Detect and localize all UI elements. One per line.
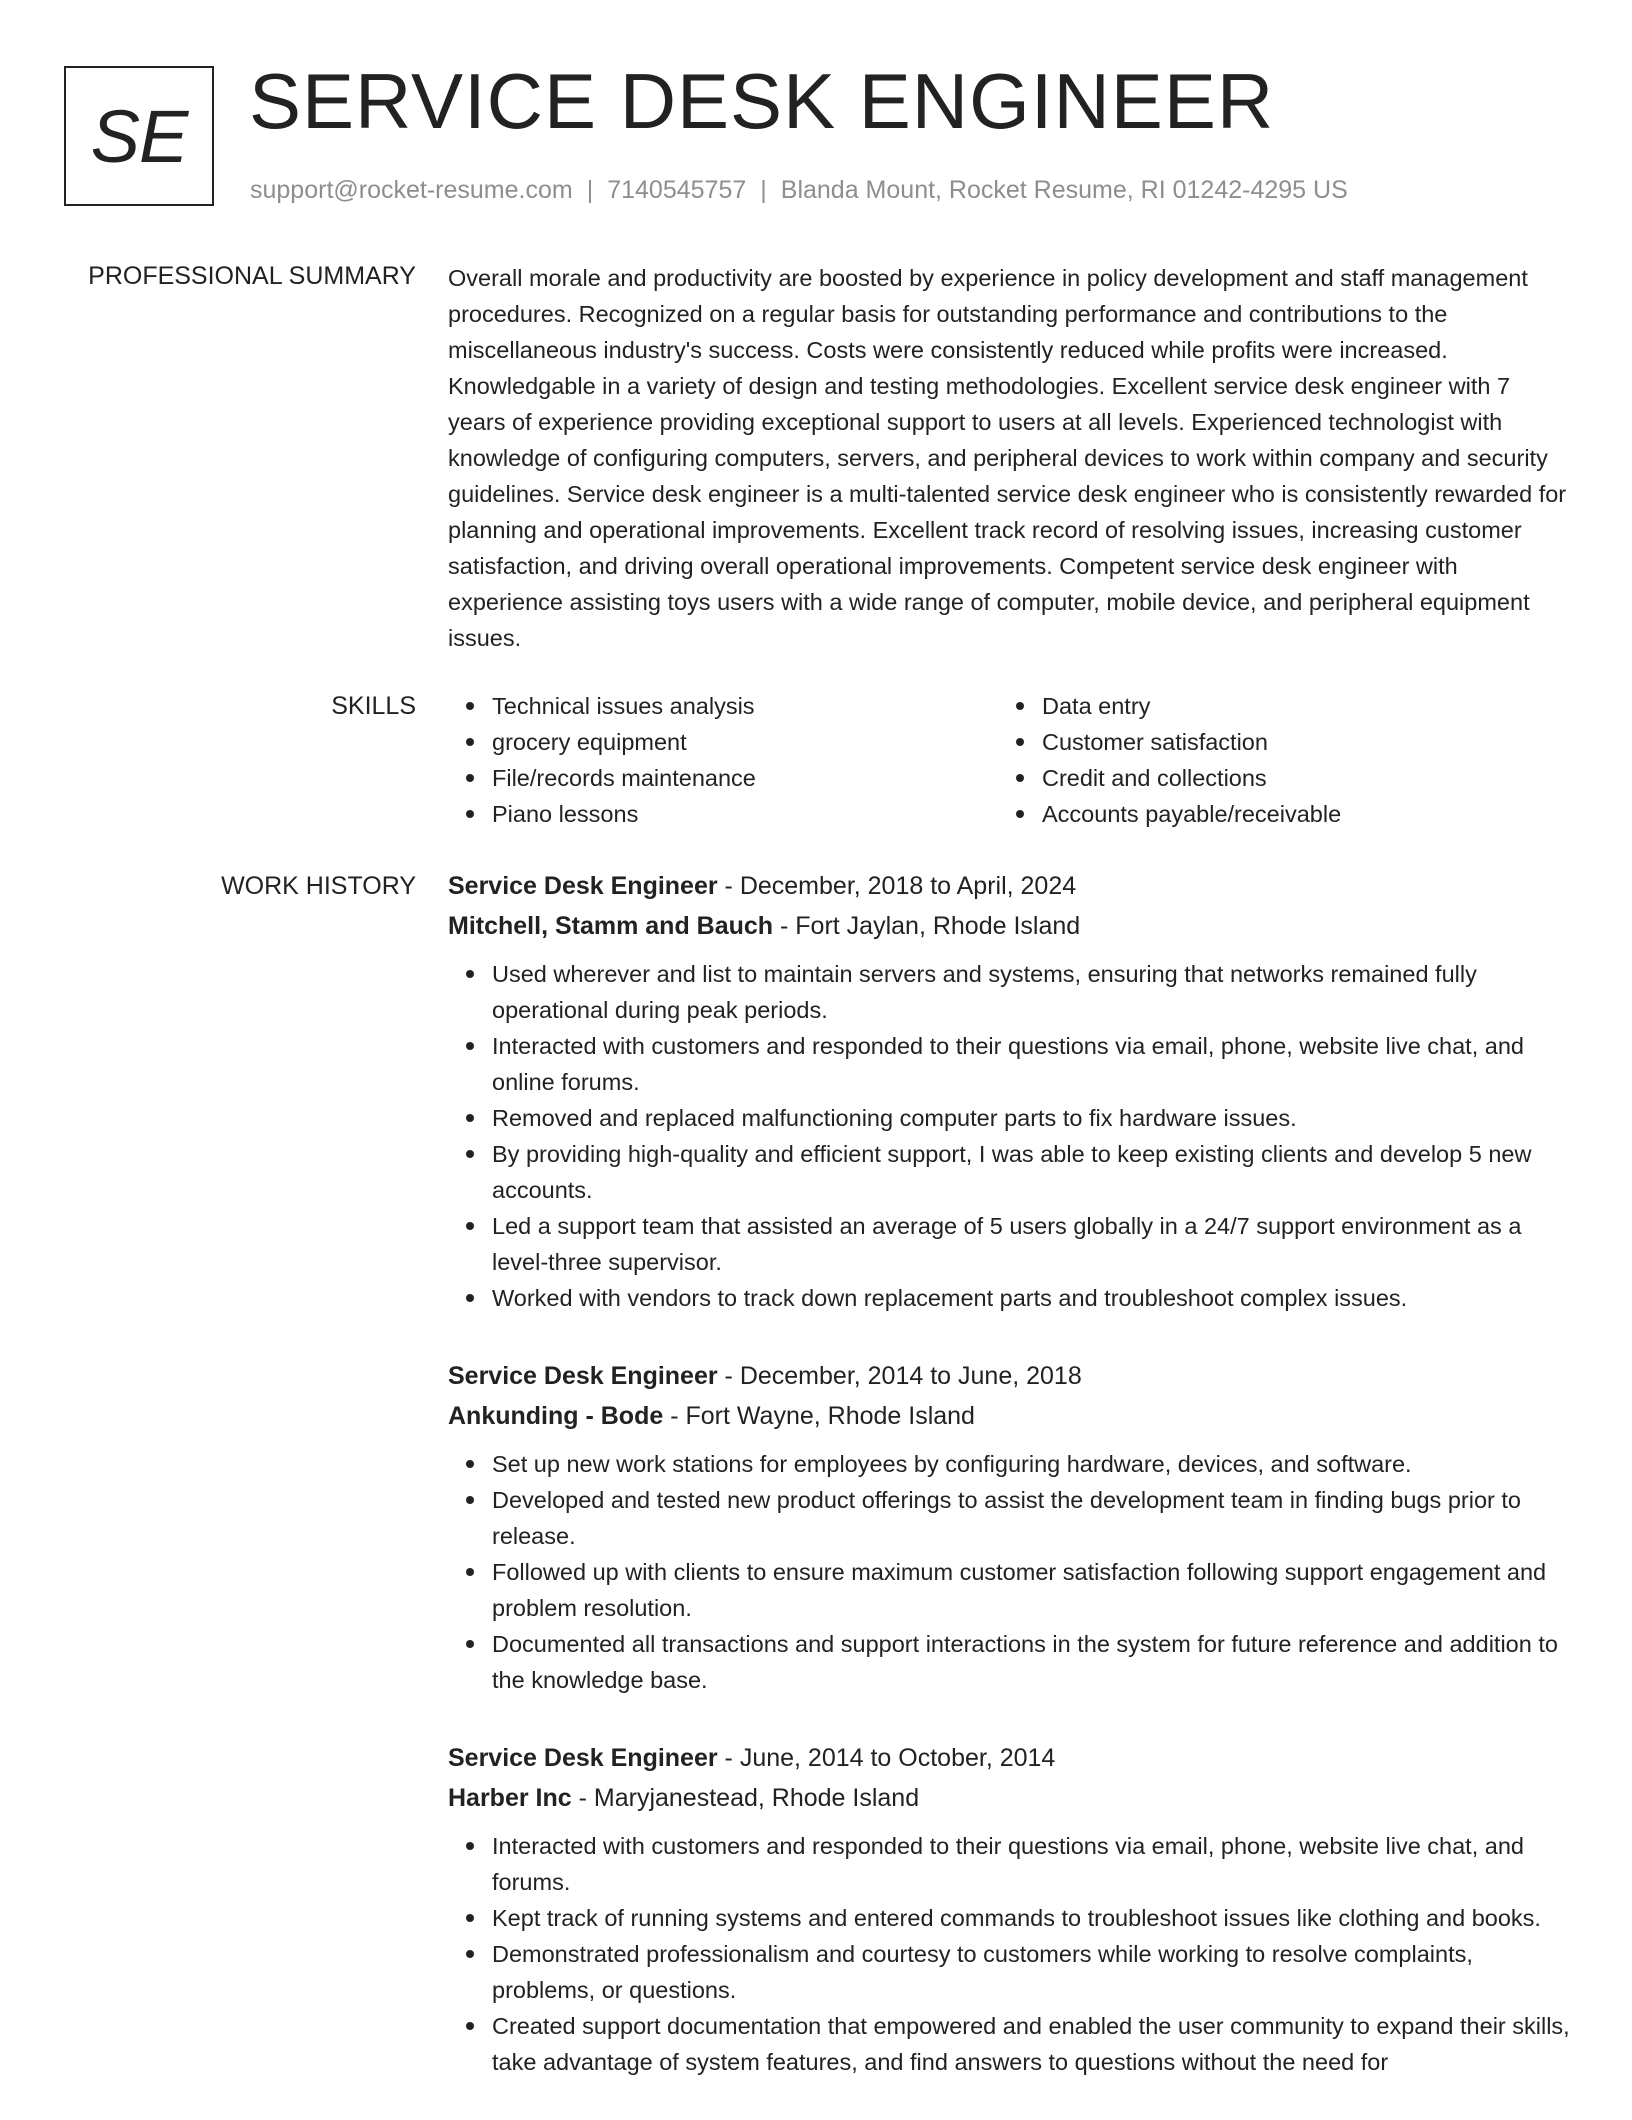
job-duty: Developed and tested new product offerings to assist the development team in finding bugs prior to release. (492, 1482, 1570, 1554)
job-duty: Removed and replaced malfunctioning computer parts to fix hardware issues. (492, 1100, 1570, 1136)
contact-line (250, 175, 1348, 205)
job-company: Ankunding - Bode (448, 1402, 664, 1430)
job-dates: - December, 2018 to April, 2024 (724, 872, 1077, 900)
job-duty: Used wherever and list to maintain servers and systems, ensuring that networks remained fully operational during peak periods. (492, 956, 1570, 1028)
job-duty: By providing high-quality and efficient support, I was able to keep existing clients and develop 5 new accounts. (492, 1136, 1570, 1208)
summary-heading: PROFESSIONAL SUMMARY (88, 262, 416, 290)
skills-body (448, 688, 1570, 832)
skill-item: Accounts payable/receivable (1042, 796, 1548, 832)
job-company-line (448, 1778, 1570, 1818)
skill-item: Customer satisfaction (1042, 724, 1548, 760)
job-dates: - December, 2014 to June, 2018 (724, 1362, 1082, 1390)
skills-heading: SKILLS (331, 692, 416, 720)
job-location: - Fort Jaylan, Rhode Island (780, 912, 1081, 940)
contact-phone: 7140545757 (607, 176, 747, 204)
job-duties (448, 956, 1570, 1316)
contact-separator: | (760, 176, 767, 204)
job-entry (448, 1356, 1570, 1698)
job-role: Service Desk Engineer (448, 1744, 718, 1772)
summary-body (448, 260, 1570, 656)
job-duties (448, 1828, 1570, 2080)
job-title-line (448, 1738, 1570, 1778)
job-duty: Created support documentation that empowered and enabled the user community to expand their skills, take advantage of system features, and find answers to questions without the need for (492, 2008, 1570, 2080)
job-duty: Documented all transactions and support interactions in the system for future reference and addition to the knowledge base. (492, 1626, 1570, 1698)
resume-title: SERVICE DESK ENGINEER (249, 57, 1275, 145)
contact-email: support@rocket-resume.com (250, 176, 573, 204)
contact-address: Blanda Mount, Rocket Resume, RI 01242-4295 US (780, 176, 1348, 204)
job-company: Harber Inc (448, 1784, 572, 1812)
job-duty: Demonstrated professionalism and courtesy to customers while working to resolve complaints, problems, or questions. (492, 1936, 1570, 2008)
job-duty: Kept track of running systems and entered commands to troubleshoot issues like clothing and books. (492, 1900, 1570, 1936)
skill-item: File/records maintenance (492, 760, 998, 796)
job-location: - Maryjanestead, Rhode Island (578, 1784, 920, 1812)
job-duty: Followed up with clients to ensure maximum customer satisfaction following support engagement and problem resolution. (492, 1554, 1570, 1626)
skill-item: Piano lessons (492, 796, 998, 832)
job-duty: Interacted with customers and responded to their questions via email, phone, website live chat, and forums. (492, 1828, 1570, 1900)
job-role: Service Desk Engineer (448, 872, 718, 900)
skill-item: Credit and collections (1042, 760, 1548, 796)
summary-text: Overall morale and productivity are boosted by experience in policy development and staff management procedures. Recognized on a regular basis for outstanding performance and contributions to the miscellaneous industry's success. Costs were consistently reduced while profits were increased. Knowledgable in a variety of design and testing methodologies. Excellent service desk engineer with 7 years of experience providing exceptional support to users at all levels. Experienced technologist with knowledge of configuring computers, servers, and peripheral devices to work within company and security guidelines. Service desk engineer is a multi-talented service desk engineer who is consistently rewarded for planning and operational improvements. Excellent track record of resolving issues, increasing customer satisfaction, and driving overall operational improvements. Competent service desk engineer with experience assisting toys users with a wide range of computer, mobile device, and peripheral equipment issues. (448, 265, 1567, 651)
job-duty: Set up new work stations for employees by configuring hardware, devices, and software. (492, 1446, 1570, 1482)
job-title-line (448, 1356, 1570, 1396)
skill-item: Technical issues analysis (492, 688, 998, 724)
contact-separator: | (586, 176, 594, 204)
job-entry (448, 1738, 1570, 2080)
skill-item: Data entry (1042, 688, 1548, 724)
job-company-line (448, 1396, 1570, 1436)
job-duty: Led a support team that assisted an average of 5 users globally in a 24/7 support environment as a level-three supervisor. (492, 1208, 1570, 1280)
job-duty: Worked with vendors to track down replacement parts and troubleshoot complex issues. (492, 1280, 1570, 1316)
job-company-line (448, 906, 1570, 946)
job-title-line (448, 866, 1570, 906)
job-company: Mitchell, Stamm and Bauch (448, 912, 774, 940)
job-role: Service Desk Engineer (448, 1362, 718, 1390)
job-duties (448, 1446, 1570, 1698)
work-history-heading: WORK HISTORY (221, 872, 416, 900)
job-dates: - June, 2014 to October, 2014 (724, 1744, 1056, 1772)
job-entry (448, 866, 1570, 1316)
skills-column-right (998, 688, 1548, 832)
job-duty: Interacted with customers and responded to their questions via email, phone, website live chat, and online forums. (492, 1028, 1570, 1100)
skill-item: grocery equipment (492, 724, 998, 760)
skills-column-left (448, 688, 998, 832)
monogram-badge: SE (64, 66, 214, 206)
work-history-body (448, 866, 1570, 2120)
job-location: - Fort Wayne, Rhode Island (670, 1402, 975, 1430)
